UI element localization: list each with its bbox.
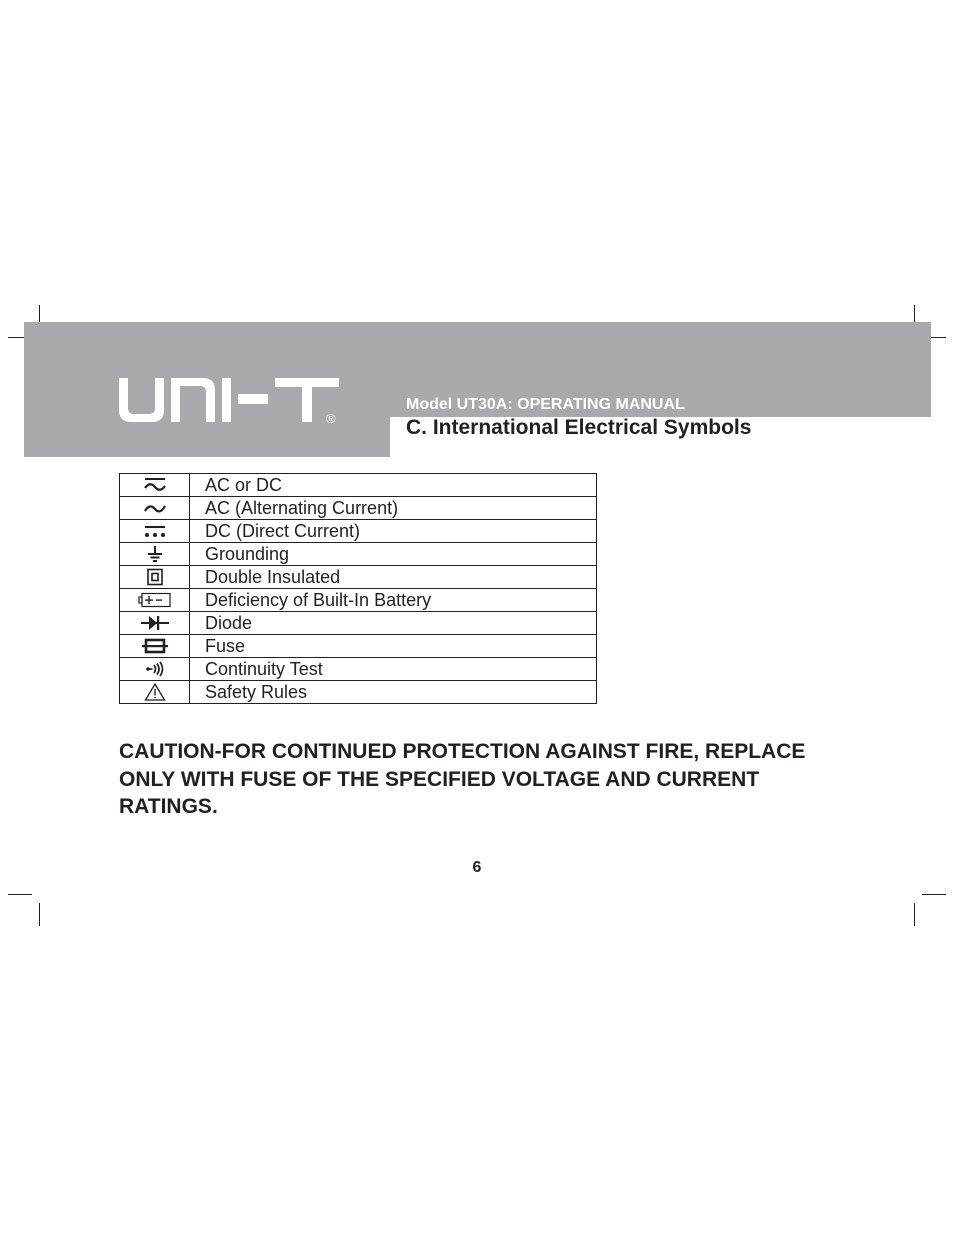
symbol-label: DC (Direct Current) [190,520,597,543]
symbol-label: Grounding [190,543,597,566]
manual-title: Model UT30A: OPERATING MANUAL [406,396,685,413]
table-row [120,520,597,543]
ac-dc-icon [143,476,167,494]
section-title: C. International Electrical Symbols [406,416,752,439]
table-row [120,635,597,658]
symbol-label: AC (Alternating Current) [190,497,597,520]
table-row [120,612,597,635]
symbols-table [119,473,597,704]
registered-mark: ® [326,411,336,426]
warning-icon [143,682,167,702]
uni-t-logo [119,368,341,428]
crop-mark [922,894,946,895]
battery-icon [138,591,172,609]
symbol-label: Safety Rules [190,681,597,704]
double-insulated-icon [143,568,167,586]
ground-icon [143,545,167,563]
table-row [120,474,597,497]
table-row [120,681,597,704]
table-row [120,543,597,566]
table-row [120,589,597,612]
fuse-icon [141,637,169,655]
caution-notice: CAUTION-FOR CONTINUED PROTECTION AGAINST FIRE, REPLACE ONLY WITH FUSE OF THE SPECIFIED VOLTAGE AND CURRENT RATINGS. [119,740,806,818]
crop-mark [39,903,40,926]
table-row [120,658,597,681]
symbol-label: AC or DC [190,474,597,497]
symbol-label: Continuity Test [190,658,597,681]
dc-icon [143,522,167,540]
crop-mark [914,903,915,926]
symbol-label: Deficiency of Built-In Battery [190,589,597,612]
symbol-label: Fuse [190,635,597,658]
symbol-label: Diode [190,612,597,635]
table-row [120,566,597,589]
symbol-label: Double Insulated [190,566,597,589]
diode-icon [140,614,170,632]
page-number: 6 [472,859,482,876]
crop-mark [8,894,32,895]
table-row [120,497,597,520]
continuity-icon [143,660,167,678]
ac-icon [143,499,167,517]
